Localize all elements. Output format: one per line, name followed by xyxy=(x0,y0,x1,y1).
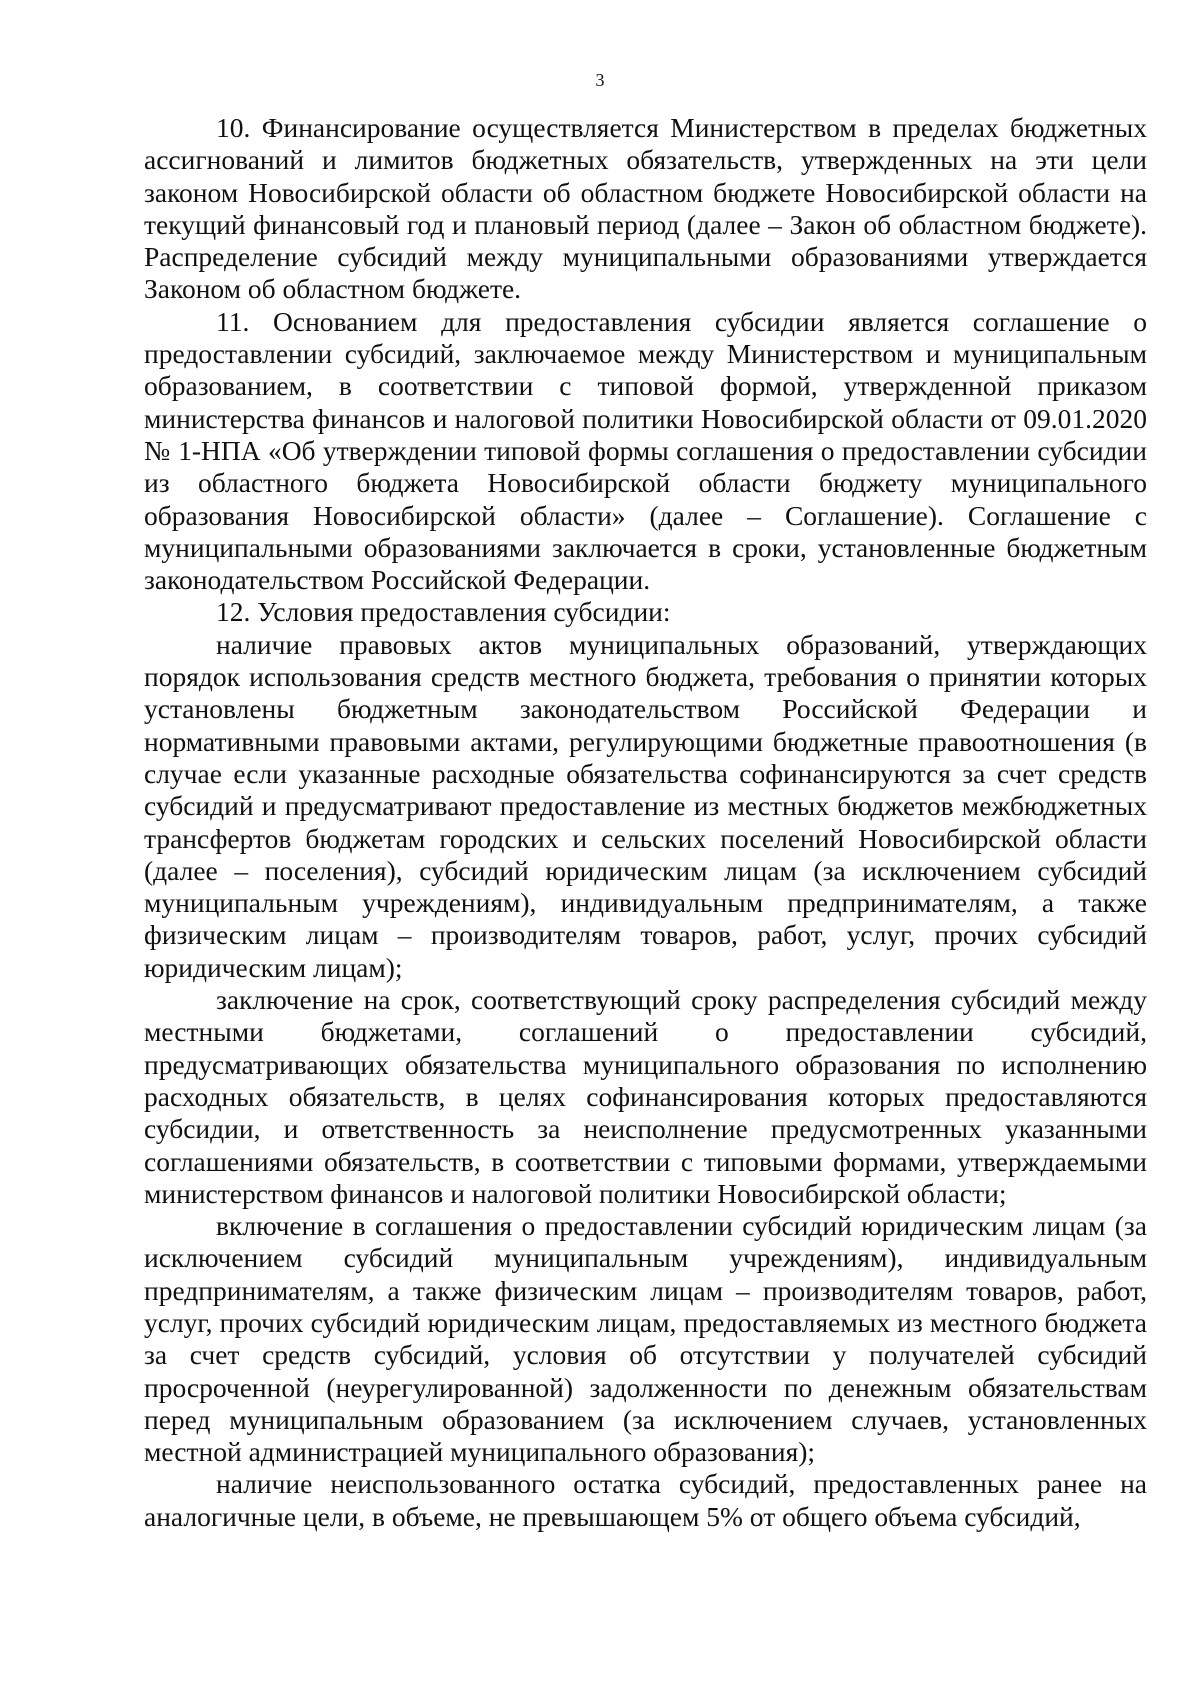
document-body xyxy=(144,112,1147,1533)
paragraph-10-financing: 10. Финансирование осуществляется Министерством в пределах бюджетных ассигнований и лимитов бюджетных обязательств, утвержденных на эти цели законом Новосибирской области об областном бюджете Новосибирской области на текущий финансовый год и плановый период (далее – Закон об областном бюджете). Распределение субсидий между муниципальными образованиями утверждается Законом об областном бюджете. xyxy=(144,112,1147,305)
paragraph-condition-unused-balance: наличие неиспользованного остатка субсидий, предоставленных ранее на аналогичные цели, в объеме, не превышающем 5% от общего объема субсидий, xyxy=(144,1468,1147,1532)
paragraph-12-conditions-heading: 12. Условия предоставления субсидии: xyxy=(216,596,671,628)
paragraph-condition-legal-acts: наличие правовых актов муниципальных образований, утверждающих порядок использования средств местного бюджета, требования о принятии которых установлены бюджетным законодательством Российской Федерации и нормативными правовыми актами, регулирующими бюджетные правоотношения (в случае если указанные расходные обязательства софинансируются за счет средств субсидий и предусматривают предоставление из местных бюджетов межбюджетных трансфертов бюджетам городских и сельских поселений Новосибирской области (далее – поселения), субсидий юридическим лицам (за исключением субсидий муниципальным учреждениям), индивидуальным предпринимателям, а также физическим лицам – производителям товаров, работ, услуг, прочих субсидий юридическим лицам); xyxy=(144,628,1147,983)
page-number: 3 xyxy=(595,70,605,90)
paragraph-condition-inclusion: включение в соглашения о предоставлении субсидий юридическим лицам (за исключением субсидий муниципальным учреждениям), индивидуальным предпринимателям, а также физическим лицам – производителям товаров, работ, услуг, прочих субсидий юридическим лицам, предоставляемых из местного бюджета за счет средств субсидий, условия об отсутствии у получателей субсидий просроченной (неурегулированной) задолженности по денежным обязательствам перед муниципальным образованием (за исключением случаев, установленных местной администрацией муниципального образования); xyxy=(144,1210,1147,1468)
paragraph-condition-agreements: заключение на срок, соответствующий сроку распределения субсидий между местными бюджетами, соглашений о предоставлении субсидий, предусматривающих обязательства муниципального образования по исполнению расходных обязательств, в целях софинансирования которых предоставляются субсидии, и ответственность за неисполнение предусмотренных указанными соглашениями обязательств, в соответствии с типовыми формами, утверждаемыми министерством финансов и налоговой политики Новосибирской области; xyxy=(144,984,1147,1209)
paragraph-11-agreement-basis: 11. Основанием для предоставления субсидии является соглашение о предоставлении субсидий, заключаемое между Министерством и муниципальным образованием, в соответствии с типовой формой, утвержденной приказом министерства финансов и налоговой политики Новосибирской области от 09.01.2020 № 1-НПА «Об утверждении типовой формы соглашения о предоставлении субсидии из областного бюджета Новосибирской области бюджету муниципального образования Новосибирской области» (далее – Соглашение). Соглашение с муниципальными образованиями заключается в сроки, установленные бюджетным законодательством Российской Федерации. xyxy=(144,305,1147,596)
